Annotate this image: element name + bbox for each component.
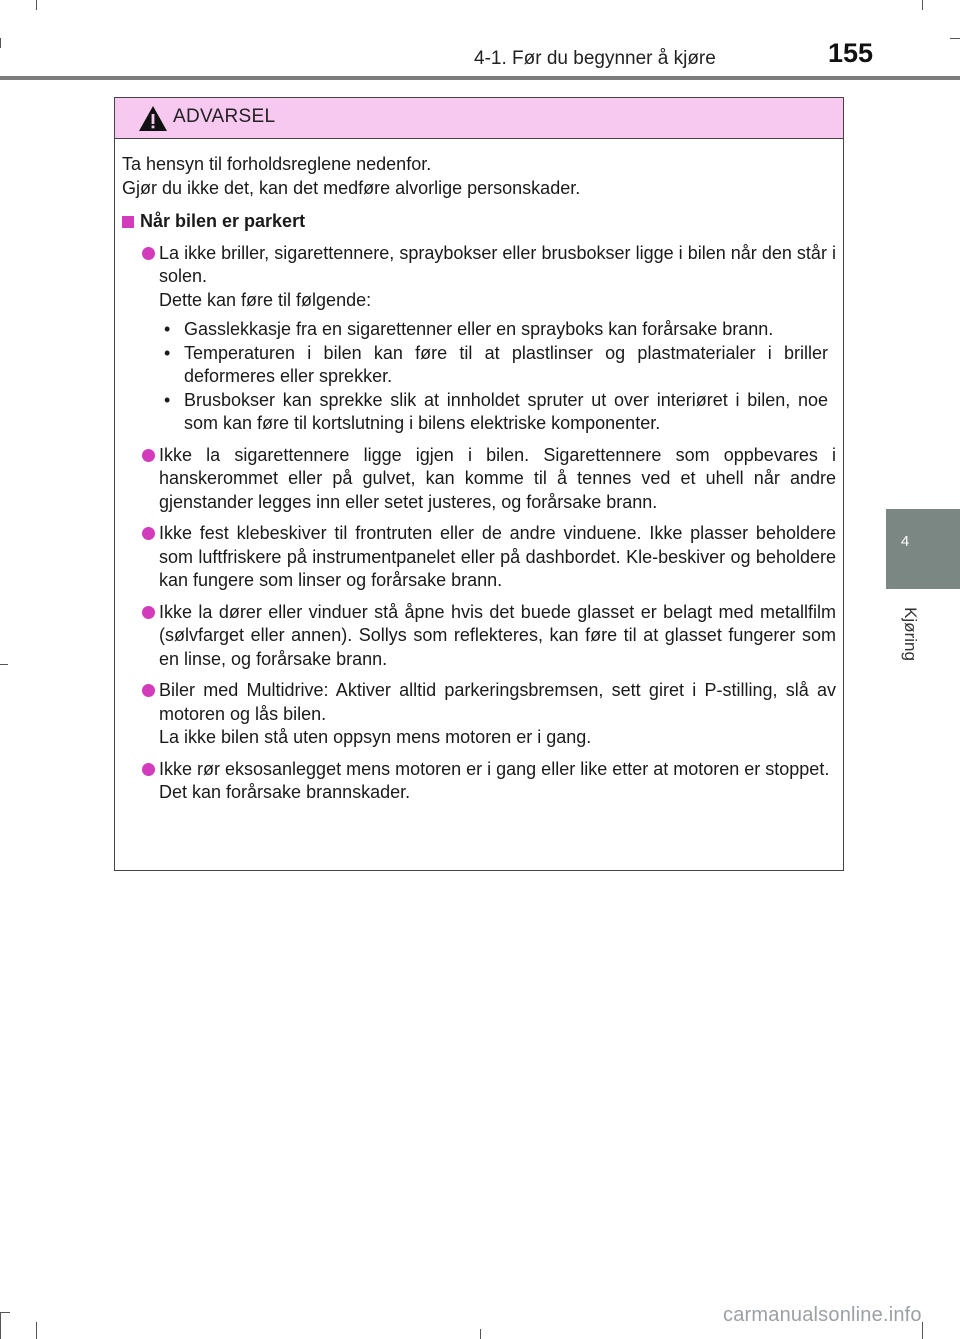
item-text: Dette kan føre til følgende: — [159, 289, 372, 310]
crop-mark — [36, 1322, 37, 1339]
crop-mark — [0, 1312, 10, 1313]
sub-item-text: Brusbokser kan sprekke slik at innholdet spruter ut over interiøret i bilen, noe som kan føre til kortslutning i bilens elektriske komponenter. — [184, 389, 828, 433]
sub-item-text: Gasslekkasje fra en sigarettenner eller en sprayboks kan forårsake brann. — [184, 319, 774, 339]
item-text: Ikke fest klebeskiver til frontruten eller de andre vinduene. Ikke plasser beholdere som luftfriskere på instrumentpanelet eller på dashbordet. Kle-beskiver og beholdere kan fungere som linser og forårsake brann. — [159, 523, 836, 590]
chapter-label: Kjøring — [901, 607, 920, 661]
round-bullet-icon — [142, 684, 155, 697]
item-text: Ikke la sigarettennere ligge igjen i bilen. Sigarettennere som oppbevares i hanskerommet eller på gulvet, kan komme til å tennes ved et uhell når andre gjenstander legges inn eller setet justeres, og forårsake brann. — [159, 444, 836, 512]
round-bullet-icon — [142, 763, 155, 776]
warning-box — [114, 97, 844, 871]
watermark-link[interactable]: carmanualsonline.info — [723, 1304, 922, 1326]
crop-mark — [36, 0, 37, 10]
item-text: Ikke la dører eller vinduer stå åpne hvis det buede glasset er belagt med metallfilm (sølvfarget eller annen). Sollys som reflekteres, kan føre til at glasset fungerer som en linse, og forårsake brann. — [159, 601, 836, 669]
round-bullet-icon — [142, 527, 155, 540]
bullet-icon: • — [164, 389, 171, 410]
item-text: La ikke briller, sigarettennere, spraybokser eller brusbokser ligge i bilen når den står i solen. — [159, 242, 836, 286]
warning-item — [122, 242, 836, 313]
sub-list-item — [159, 318, 828, 342]
warning-item — [122, 758, 836, 805]
sub-list-item — [159, 389, 828, 436]
warning-item — [122, 444, 836, 515]
warning-item — [122, 522, 836, 593]
sub-item-text: Temperaturen i bilen kan føre til at plastlinser og plastmaterialer i briller deformeres eller sprekker. — [184, 342, 828, 386]
page-number: 155 — [828, 38, 874, 68]
warning-title: ADVARSEL — [173, 106, 276, 127]
crop-mark — [0, 664, 8, 665]
warning-header — [115, 98, 843, 139]
bullet-icon: • — [164, 342, 171, 363]
chapter-tab — [886, 509, 960, 589]
section-heading — [122, 210, 836, 234]
intro-line: Gjør du ikke det, kan det medføre alvorlige personskader. — [122, 177, 581, 198]
section-title: 4-1. Før du begynner å kjøre — [474, 48, 716, 69]
round-bullet-icon — [142, 449, 155, 462]
crop-mark — [922, 1322, 923, 1339]
item-text: Biler med Multidrive: Aktiver alltid parkeringsbremsen, sett giret i P-stilling, slå av motoren og lås bilen. — [159, 680, 836, 724]
round-bullet-icon — [142, 606, 155, 619]
bullet-icon: • — [164, 319, 171, 339]
warning-item — [122, 679, 836, 750]
item-text: La ikke bilen stå uten oppsyn mens motoren er i gang. — [159, 727, 592, 747]
sub-list — [159, 318, 836, 436]
chapter-number: 4 — [900, 533, 910, 550]
item-text: Det kan forårsake brannskader. — [159, 782, 411, 802]
crop-mark — [922, 0, 923, 10]
warning-item — [122, 601, 836, 672]
crop-mark — [0, 38, 1, 48]
crop-mark — [950, 38, 960, 39]
item-text: Ikke rør eksosanlegget mens motoren er i gang eller like etter at motoren er stoppet. — [159, 758, 830, 779]
warning-body — [115, 139, 843, 805]
crop-mark — [480, 1329, 481, 1339]
round-bullet-icon — [142, 247, 155, 260]
square-bullet-icon — [122, 216, 134, 228]
intro-line: Ta hensyn til forholdsreglene nedenfor. — [122, 154, 432, 174]
warning-intro — [122, 153, 836, 200]
section-heading-text: Når bilen er parkert — [140, 211, 306, 231]
header-rule — [0, 76, 960, 80]
sub-list-item — [159, 342, 828, 389]
warning-triangle-icon — [138, 105, 168, 132]
crop-mark — [0, 1312, 1, 1339]
